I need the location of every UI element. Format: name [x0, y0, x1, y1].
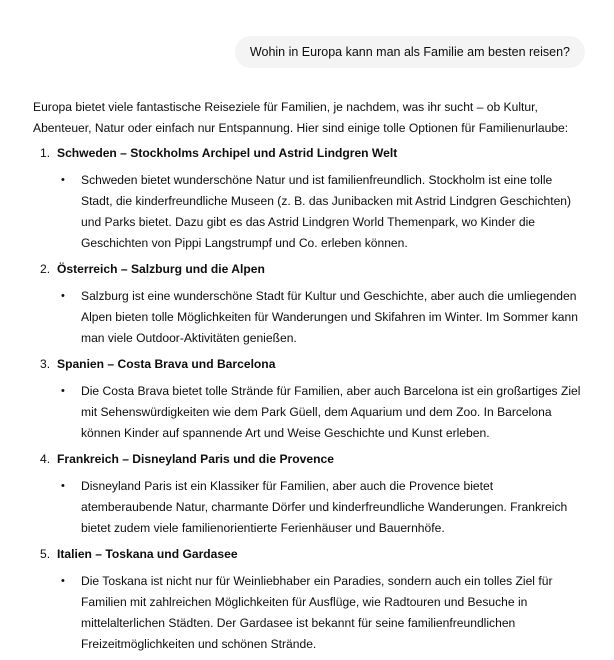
- destination-heading: Österreich – Salzburg und die Alpen: [57, 262, 265, 276]
- list-number: 2.: [40, 262, 51, 276]
- destination-description: Die Costa Brava bietet tolle Strände für Familien, aber auch Barcelona ist ein großartiges Ziel mit Sehenswürdigkeiten wie dem Park Güell, dem Aquarium und dem Zoo. In Barcelona können Kinder auf spannende Art und Weise Geschichte und Kunst erleben.: [81, 384, 581, 440]
- destination-details: [33, 286, 589, 349]
- list-item: [57, 571, 589, 655]
- destination-item-france: [33, 449, 589, 539]
- destination-title: [33, 544, 589, 565]
- list-number: 5.: [40, 547, 51, 561]
- destination-item-italy: [33, 544, 589, 655]
- destination-list: [33, 143, 589, 655]
- destination-item-austria: [33, 259, 589, 349]
- list-item: [57, 476, 589, 539]
- destination-details: [33, 381, 589, 444]
- list-number: 3.: [40, 357, 51, 371]
- destination-heading: Frankreich – Disneyland Paris und die Provence: [57, 452, 334, 466]
- destination-title: [33, 354, 589, 375]
- destination-item-spain: [33, 354, 589, 444]
- destination-title: [33, 449, 589, 470]
- destination-description: Schweden bietet wunderschöne Natur und ist familienfreundlich. Stockholm ist eine tolle Stadt, die kinderfreundliche Museen (z. B. das Junibacken mit Astrid Lindgren Geschichten) und Parks bietet. Dazu gibt es das Astrid Lindgren World Themenpark, wo Kinder die Geschichten von Pippi Langstrumpf und Co. erleben können.: [81, 173, 572, 250]
- list-number: 4.: [40, 452, 51, 466]
- destination-details: [33, 476, 589, 539]
- destination-heading: Schweden – Stockholms Archipel und Astrid Lindgren Welt: [57, 146, 398, 160]
- destination-heading: Italien – Toskana und Gardasee: [57, 547, 238, 561]
- destination-description: Die Toskana ist nicht nur für Weinliebhaber ein Paradies, sondern auch ein tolles Ziel für Familien mit zahlreichen Möglichkeiten für Ausflüge, wie Radtouren und Besuche in mittelalterlichen Städten. Der Gardasee ist bekannt für seine familienfreundlichen Freizeitmöglichkeiten und schönen Strände.: [81, 574, 553, 651]
- destination-heading: Spanien – Costa Brava und Barcelona: [57, 357, 276, 371]
- destination-details: [33, 571, 589, 655]
- bullet-icon: •: [61, 575, 65, 587]
- user-message-bubble: Wohin in Europa kann man als Familie am besten reisen?: [235, 36, 585, 68]
- destination-item-sweden: [33, 143, 589, 254]
- bullet-icon: •: [61, 174, 65, 186]
- destination-description: Disneyland Paris ist ein Klassiker für Familien, aber auch die Provence bietet atemberaubende Natur, charmante Dörfer und kinderfreundliche Wanderungen. Frankreich bietet zudem viele familienorientierte Ferienhäuser und Bauernhöfe.: [81, 479, 568, 535]
- bullet-icon: •: [61, 480, 65, 492]
- list-item: [57, 170, 589, 254]
- assistant-intro: Europa bietet viele fantastische Reiseziele für Familien, je nachdem, was ihr sucht – ob Kultur, Abenteuer, Natur oder einfach nur Entspannung. Hier sind einige tolle Optionen für Familienurlaube:: [33, 100, 569, 135]
- bullet-icon: •: [61, 290, 65, 302]
- list-item: [57, 381, 589, 444]
- list-number: 1.: [40, 146, 51, 160]
- destination-description: Salzburg ist eine wunderschöne Stadt für Kultur und Geschichte, aber auch die umliegenden Alpen bieten tolle Möglichkeiten für Wanderungen und Skifahren im Winter. Im Sommer kann man viele Outdoor-Aktivitäten genießen.: [81, 289, 578, 345]
- assistant-message: [33, 97, 589, 660]
- bullet-icon: •: [61, 385, 65, 397]
- destination-details: [33, 170, 589, 254]
- destination-title: [33, 259, 589, 280]
- user-message-row: [0, 0, 614, 68]
- destination-title: [33, 143, 589, 164]
- list-item: [57, 286, 589, 349]
